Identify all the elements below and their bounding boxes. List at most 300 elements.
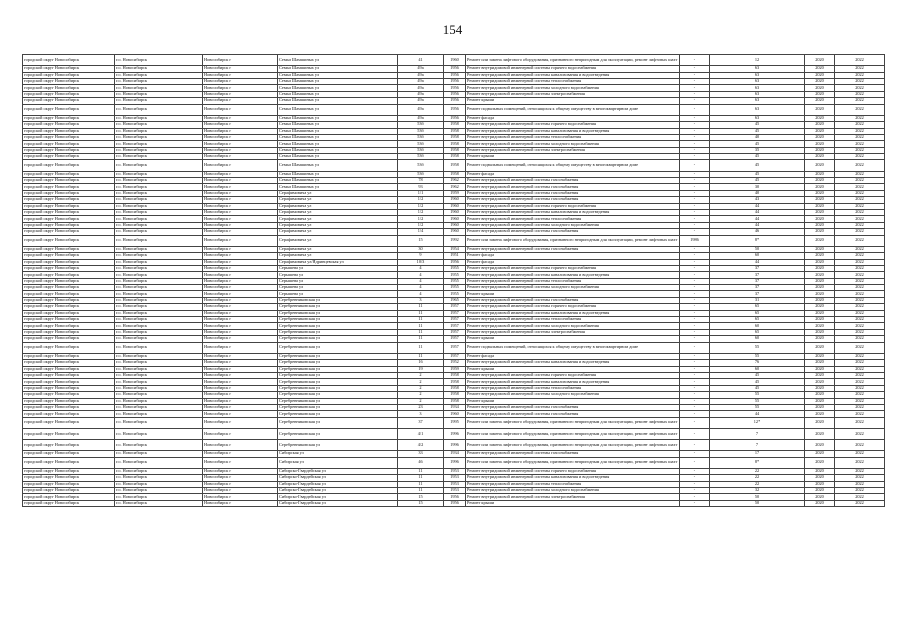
cost-cell: 8* bbox=[710, 235, 805, 246]
cost-cell: 50 bbox=[710, 500, 805, 506]
last-repair-year-cell: - bbox=[680, 222, 710, 228]
street-cell: Серебренниковская ул bbox=[278, 329, 398, 335]
period-end-cell: 2022 bbox=[835, 115, 885, 121]
cost-cell: 63 bbox=[710, 78, 805, 84]
city-district-cell: г.о. Новосибирск bbox=[115, 141, 203, 147]
locality-cell: Новосибирск г bbox=[203, 366, 278, 372]
period-start-cell: 2020 bbox=[805, 440, 835, 451]
work-type-cell: Ремонт внутридомовой инженерной системы холодного водоснабжения bbox=[466, 285, 680, 291]
build-year-cell: 1956 bbox=[444, 494, 466, 500]
period-start-cell: 2020 bbox=[805, 122, 835, 128]
municipality-cell: городской округ Новосибирск bbox=[23, 229, 115, 235]
work-type-cell: Ремонт подвальных помещений, относящихся к общему имуществу в многоквартирном доме bbox=[466, 104, 680, 115]
period-start-cell: 2020 bbox=[805, 85, 835, 91]
street-cell: Серафимовича ул bbox=[278, 216, 398, 222]
municipality-cell: городской округ Новосибирск bbox=[23, 451, 115, 457]
city-district-cell: г.о. Новосибирск bbox=[115, 147, 203, 153]
locality-cell: Новосибирск г bbox=[203, 500, 278, 506]
house-number-cell: 53б bbox=[398, 141, 444, 147]
house-number-cell: 11 bbox=[398, 475, 444, 481]
build-year-cell: 1960 bbox=[444, 209, 466, 215]
municipality-cell: городской округ Новосибирск bbox=[23, 178, 115, 184]
last-repair-year-cell: - bbox=[680, 372, 710, 378]
municipality-cell: городской округ Новосибирск bbox=[23, 72, 115, 78]
period-start-cell: 2020 bbox=[805, 323, 835, 329]
city-district-cell: г.о. Новосибирск bbox=[115, 253, 203, 259]
work-type-cell: Ремонт подвальных помещений, относящихся к общему имуществу в многоквартирном доме bbox=[466, 342, 680, 353]
street-cell: Сибирско-Гвардейская ул bbox=[278, 488, 398, 494]
locality-cell: Новосибирск г bbox=[203, 222, 278, 228]
city-district-cell: г.о. Новосибирск bbox=[115, 78, 203, 84]
street-cell: Семьи Шамшиных ул bbox=[278, 141, 398, 147]
period-start-cell: 2020 bbox=[805, 451, 835, 457]
municipality-cell: городской округ Новосибирск bbox=[23, 190, 115, 196]
street-cell: Серебренниковская ул bbox=[278, 428, 398, 439]
period-start-cell: 2020 bbox=[805, 253, 835, 259]
locality-cell: Новосибирск г bbox=[203, 317, 278, 323]
cost-cell: 35 bbox=[710, 147, 805, 153]
period-start-cell: 2020 bbox=[805, 404, 835, 410]
street-cell: Сибирско-Гвардейская ул bbox=[278, 494, 398, 500]
house-number-cell: 4 bbox=[398, 291, 444, 297]
city-district-cell: г.о. Новосибирск bbox=[115, 317, 203, 323]
period-end-cell: 2022 bbox=[835, 488, 885, 494]
period-start-cell: 2020 bbox=[805, 115, 835, 121]
municipality-cell: городской округ Новосибирск bbox=[23, 310, 115, 316]
city-district-cell: г.о. Новосибирск bbox=[115, 329, 203, 335]
locality-cell: Новосибирск г bbox=[203, 291, 278, 297]
table-row bbox=[23, 428, 885, 439]
city-district-cell: г.о. Новосибирск bbox=[115, 417, 203, 428]
last-repair-year-cell: - bbox=[680, 304, 710, 310]
house-number-cell: 4/2 bbox=[398, 440, 444, 451]
locality-cell: Новосибирск г bbox=[203, 404, 278, 410]
build-year-cell: 1954 bbox=[444, 246, 466, 252]
house-number-cell: 49а bbox=[398, 115, 444, 121]
period-end-cell: 2022 bbox=[835, 134, 885, 140]
cost-cell: 63 bbox=[710, 66, 805, 72]
last-repair-year-cell: - bbox=[680, 417, 710, 428]
work-type-cell: Ремонт фасада bbox=[466, 259, 680, 265]
build-year-cell: 1960 bbox=[444, 229, 466, 235]
locality-cell: Новосибирск г bbox=[203, 178, 278, 184]
period-end-cell: 2022 bbox=[835, 451, 885, 457]
house-number-cell: 49а bbox=[398, 85, 444, 91]
municipality-cell: городской округ Новосибирск bbox=[23, 160, 115, 171]
house-number-cell: 4 bbox=[398, 265, 444, 271]
municipality-cell: городской округ Новосибирск bbox=[23, 209, 115, 215]
period-start-cell: 2020 bbox=[805, 310, 835, 316]
locality-cell: Новосибирск г bbox=[203, 190, 278, 196]
cost-cell: 60 bbox=[710, 336, 805, 342]
period-end-cell: 2022 bbox=[835, 222, 885, 228]
cost-cell: 60 bbox=[710, 323, 805, 329]
city-district-cell: г.о. Новосибирск bbox=[115, 171, 203, 177]
work-type-cell: Ремонт фасада bbox=[466, 253, 680, 259]
period-end-cell: 2022 bbox=[835, 310, 885, 316]
work-type-cell: Ремонт внутридомовой инженерной системы газоснабжения bbox=[466, 411, 680, 417]
municipality-cell: городской округ Новосибирск bbox=[23, 216, 115, 222]
period-start-cell: 2020 bbox=[805, 190, 835, 196]
municipality-cell: городской округ Новосибирск bbox=[23, 285, 115, 291]
street-cell: Серафимовича ул bbox=[278, 197, 398, 203]
last-repair-year-cell: - bbox=[680, 342, 710, 353]
work-type-cell: Ремонт крыши bbox=[466, 366, 680, 372]
period-start-cell: 2020 bbox=[805, 304, 835, 310]
build-year-cell: 1960 bbox=[444, 55, 466, 66]
municipality-cell: городской округ Новосибирск bbox=[23, 417, 115, 428]
locality-cell: Новосибирск г bbox=[203, 329, 278, 335]
street-cell: Семьи Шамшиных ул bbox=[278, 154, 398, 160]
period-end-cell: 2022 bbox=[835, 160, 885, 171]
municipality-cell: городской округ Новосибирск bbox=[23, 203, 115, 209]
last-repair-year-cell: - bbox=[680, 147, 710, 153]
cost-cell: 63 bbox=[710, 85, 805, 91]
house-number-cell: 2 bbox=[398, 379, 444, 385]
cost-cell: 55 bbox=[710, 404, 805, 410]
work-type-cell: Ремонт крыши bbox=[466, 154, 680, 160]
locality-cell: Новосибирск г bbox=[203, 122, 278, 128]
house-number-cell: 10/3 bbox=[398, 259, 444, 265]
street-cell: Серышева ул bbox=[278, 278, 398, 284]
cost-cell: 65 bbox=[710, 317, 805, 323]
city-district-cell: г.о. Новосибирск bbox=[115, 272, 203, 278]
period-end-cell: 2022 bbox=[835, 336, 885, 342]
street-cell: Семьи Шамшиных ул bbox=[278, 72, 398, 78]
period-start-cell: 2020 bbox=[805, 317, 835, 323]
period-start-cell: 2020 bbox=[805, 216, 835, 222]
last-repair-year-cell: - bbox=[680, 360, 710, 366]
work-type-cell: Ремонт внутридомовой инженерной системы канализования и водоотведения bbox=[466, 310, 680, 316]
municipality-cell: городской округ Новосибирск bbox=[23, 494, 115, 500]
street-cell: Семьи Шамшиных ул bbox=[278, 171, 398, 177]
house-number-cell: 41 bbox=[398, 55, 444, 66]
house-number-cell: 11 bbox=[398, 310, 444, 316]
house-number-cell: 37 bbox=[398, 417, 444, 428]
municipality-cell: городской округ Новосибирск bbox=[23, 291, 115, 297]
work-type-cell: Ремонт внутридомовой инженерной системы канализования и водоотведения bbox=[466, 272, 680, 278]
municipality-cell: городской округ Новосибирск bbox=[23, 134, 115, 140]
period-start-cell: 2020 bbox=[805, 171, 835, 177]
period-end-cell: 2022 bbox=[835, 66, 885, 72]
cost-cell: 63 bbox=[710, 91, 805, 97]
municipality-cell: городской округ Новосибирск bbox=[23, 428, 115, 439]
locality-cell: Новосибирск г bbox=[203, 229, 278, 235]
municipality-cell: городской округ Новосибирск bbox=[23, 457, 115, 468]
locality-cell: Новосибирск г bbox=[203, 147, 278, 153]
street-cell: Сибирско-Гвардейская ул bbox=[278, 468, 398, 474]
work-type-cell: Ремонт внутридомовой инженерной системы горячего водоснабжения bbox=[466, 468, 680, 474]
build-year-cell: 1996 bbox=[444, 457, 466, 468]
period-start-cell: 2020 bbox=[805, 235, 835, 246]
house-number-cell: 3 bbox=[398, 297, 444, 303]
city-district-cell: г.о. Новосибирск bbox=[115, 398, 203, 404]
street-cell: Серебренниковская ул bbox=[278, 342, 398, 353]
locality-cell: Новосибирск г bbox=[203, 475, 278, 481]
street-cell: Серебренниковская ул bbox=[278, 440, 398, 451]
last-repair-year-cell: - bbox=[680, 475, 710, 481]
last-repair-year-cell: - bbox=[680, 353, 710, 359]
build-year-cell: 1953 bbox=[444, 475, 466, 481]
city-district-cell: г.о. Новосибирск bbox=[115, 246, 203, 252]
work-type-cell: Ремонт внутридомовой инженерной системы холодного водоснабжения bbox=[466, 392, 680, 398]
city-district-cell: г.о. Новосибирск bbox=[115, 184, 203, 190]
period-end-cell: 2022 bbox=[835, 417, 885, 428]
municipality-cell: городской округ Новосибирск bbox=[23, 85, 115, 91]
work-type-cell: Ремонт внутридомовой инженерной системы теплоснабжения bbox=[466, 317, 680, 323]
last-repair-year-cell: - bbox=[680, 246, 710, 252]
locality-cell: Новосибирск г bbox=[203, 66, 278, 72]
build-year-cell: 1958 bbox=[444, 128, 466, 134]
period-end-cell: 2022 bbox=[835, 297, 885, 303]
work-type-cell: Ремонт внутридомовой инженерной системы газоснабжения bbox=[466, 246, 680, 252]
period-end-cell: 2022 bbox=[835, 342, 885, 353]
period-start-cell: 2020 bbox=[805, 178, 835, 184]
locality-cell: Новосибирск г bbox=[203, 428, 278, 439]
locality-cell: Новосибирск г bbox=[203, 98, 278, 104]
house-number-cell: 49а bbox=[398, 78, 444, 84]
build-year-cell: 1958 bbox=[444, 392, 466, 398]
cost-cell: 37 bbox=[710, 272, 805, 278]
house-number-cell: 15 bbox=[398, 500, 444, 506]
period-start-cell: 2020 bbox=[805, 468, 835, 474]
period-end-cell: 2022 bbox=[835, 494, 885, 500]
period-end-cell: 2022 bbox=[835, 304, 885, 310]
period-end-cell: 2022 bbox=[835, 285, 885, 291]
house-number-cell: 49а bbox=[398, 91, 444, 97]
period-end-cell: 2022 bbox=[835, 98, 885, 104]
municipality-cell: городской округ Новосибирск bbox=[23, 385, 115, 391]
period-start-cell: 2020 bbox=[805, 184, 835, 190]
municipality-cell: городской округ Новосибирск bbox=[23, 342, 115, 353]
locality-cell: Новосибирск г bbox=[203, 115, 278, 121]
street-cell: Серафимовича ул bbox=[278, 235, 398, 246]
work-type-cell: Ремонт подвальных помещений, относящихся к общему имуществу в многоквартирном доме bbox=[466, 160, 680, 171]
table-row bbox=[23, 417, 885, 428]
city-district-cell: г.о. Новосибирск bbox=[115, 372, 203, 378]
municipality-cell: городской округ Новосибирск bbox=[23, 253, 115, 259]
street-cell: Серебренниковская ул bbox=[278, 360, 398, 366]
city-district-cell: г.о. Новосибирск bbox=[115, 404, 203, 410]
municipality-cell: городской округ Новосибирск bbox=[23, 411, 115, 417]
cost-cell: 50 bbox=[710, 494, 805, 500]
street-cell: Серебренниковская ул bbox=[278, 297, 398, 303]
period-end-cell: 2022 bbox=[835, 253, 885, 259]
city-district-cell: г.о. Новосибирск bbox=[115, 411, 203, 417]
municipality-cell: городской округ Новосибирск bbox=[23, 475, 115, 481]
period-start-cell: 2020 bbox=[805, 147, 835, 153]
city-district-cell: г.о. Новосибирск bbox=[115, 66, 203, 72]
build-year-cell: 1958 bbox=[444, 171, 466, 177]
period-end-cell: 2022 bbox=[835, 385, 885, 391]
street-cell: Семьи Шамшиных ул bbox=[278, 147, 398, 153]
street-cell: Сибирско-Гвардейская ул bbox=[278, 481, 398, 487]
locality-cell: Новосибирск г bbox=[203, 353, 278, 359]
build-year-cell: 1934 bbox=[444, 451, 466, 457]
city-district-cell: г.о. Новосибирск bbox=[115, 72, 203, 78]
street-cell: Сибирско-Гвардейская ул bbox=[278, 475, 398, 481]
last-repair-year-cell: - bbox=[680, 154, 710, 160]
build-year-cell: 1958 bbox=[444, 154, 466, 160]
municipality-cell: городской округ Новосибирск bbox=[23, 78, 115, 84]
build-year-cell: 1960 bbox=[444, 216, 466, 222]
locality-cell: Новосибирск г bbox=[203, 457, 278, 468]
period-end-cell: 2022 bbox=[835, 203, 885, 209]
period-end-cell: 2022 bbox=[835, 229, 885, 235]
last-repair-year-cell: - bbox=[680, 488, 710, 494]
build-year-cell: 1951 bbox=[444, 253, 466, 259]
street-cell: Серафимовича ул bbox=[278, 253, 398, 259]
work-type-cell: Ремонт внутридомовой инженерной системы газоснабжения bbox=[466, 190, 680, 196]
period-start-cell: 2020 bbox=[805, 246, 835, 252]
city-district-cell: г.о. Новосибирск bbox=[115, 342, 203, 353]
cost-cell: 22 bbox=[710, 475, 805, 481]
locality-cell: Новосибирск г bbox=[203, 392, 278, 398]
period-start-cell: 2020 bbox=[805, 428, 835, 439]
city-district-cell: г.о. Новосибирск bbox=[115, 475, 203, 481]
house-number-cell: 11 bbox=[398, 488, 444, 494]
municipality-cell: городской округ Новосибирск bbox=[23, 440, 115, 451]
last-repair-year-cell: - bbox=[680, 171, 710, 177]
municipality-cell: городской округ Новосибирск bbox=[23, 122, 115, 128]
work-type-cell: Ремонт фасада bbox=[466, 115, 680, 121]
locality-cell: Новосибирск г bbox=[203, 278, 278, 284]
period-start-cell: 2020 bbox=[805, 392, 835, 398]
city-district-cell: г.о. Новосибирск bbox=[115, 216, 203, 222]
cost-cell: 45 bbox=[710, 385, 805, 391]
build-year-cell: 1952 bbox=[444, 360, 466, 366]
table-row bbox=[23, 235, 885, 246]
period-start-cell: 2020 bbox=[805, 488, 835, 494]
table-body bbox=[23, 55, 885, 507]
municipality-cell: городской округ Новосибирск bbox=[23, 353, 115, 359]
period-end-cell: 2022 bbox=[835, 475, 885, 481]
street-cell: Серафимовича ул bbox=[278, 229, 398, 235]
build-year-cell: 1958 bbox=[444, 398, 466, 404]
build-year-cell: 1957 bbox=[444, 317, 466, 323]
cost-cell: 55 bbox=[710, 342, 805, 353]
house-number-cell: 53б bbox=[398, 122, 444, 128]
period-end-cell: 2022 bbox=[835, 72, 885, 78]
house-number-cell: 16 bbox=[398, 360, 444, 366]
work-type-cell: Ремонт внутридомовой инженерной системы холодного водоснабжения bbox=[466, 323, 680, 329]
last-repair-year-cell: - bbox=[680, 104, 710, 115]
last-repair-year-cell: - bbox=[680, 291, 710, 297]
locality-cell: Новосибирск г bbox=[203, 253, 278, 259]
work-type-cell: Ремонт внутридомовой инженерной системы электроснабжения bbox=[466, 329, 680, 335]
locality-cell: Новосибирск г bbox=[203, 297, 278, 303]
street-cell: Серебренниковская ул bbox=[278, 353, 398, 359]
period-end-cell: 2022 bbox=[835, 85, 885, 91]
table-row bbox=[23, 457, 885, 468]
house-number-cell: 53б bbox=[398, 160, 444, 171]
street-cell: Семьи Шамшиных ул bbox=[278, 55, 398, 66]
cost-cell: 45 bbox=[710, 178, 805, 184]
city-district-cell: г.о. Новосибирск bbox=[115, 235, 203, 246]
locality-cell: Новосибирск г bbox=[203, 128, 278, 134]
last-repair-year-cell: - bbox=[680, 184, 710, 190]
street-cell: Серафимовича ул bbox=[278, 222, 398, 228]
build-year-cell: 1956 bbox=[444, 91, 466, 97]
street-cell: Семьи Шамшиных ул bbox=[278, 128, 398, 134]
locality-cell: Новосибирск г bbox=[203, 272, 278, 278]
city-district-cell: г.о. Новосибирск bbox=[115, 457, 203, 468]
street-cell: Семьи Шамшиных ул bbox=[278, 98, 398, 104]
period-end-cell: 2022 bbox=[835, 197, 885, 203]
street-cell: Серебренниковская ул bbox=[278, 379, 398, 385]
house-number-cell: 93 bbox=[398, 184, 444, 190]
city-district-cell: г.о. Новосибирск bbox=[115, 115, 203, 121]
table-row bbox=[23, 104, 885, 115]
locality-cell: Новосибирск г bbox=[203, 310, 278, 316]
house-number-cell: 11 bbox=[398, 336, 444, 342]
last-repair-year-cell: - bbox=[680, 209, 710, 215]
table-row bbox=[23, 342, 885, 353]
last-repair-year-cell: - bbox=[680, 78, 710, 84]
last-repair-year-cell: - bbox=[680, 66, 710, 72]
period-start-cell: 2020 bbox=[805, 272, 835, 278]
work-type-cell: Ремонт или замена лифтового оборудования, признанного непригодным для эксплуатации, ремонт лифтовых шахт bbox=[466, 55, 680, 66]
city-district-cell: г.о. Новосибирск bbox=[115, 285, 203, 291]
city-district-cell: г.о. Новосибирск bbox=[115, 323, 203, 329]
build-year-cell: 1953 bbox=[444, 488, 466, 494]
build-year-cell: 1956 bbox=[444, 115, 466, 121]
work-type-cell: Ремонт внутридомовой инженерной системы теплоснабжения bbox=[466, 385, 680, 391]
cost-cell: 60 bbox=[710, 366, 805, 372]
work-type-cell: Ремонт или замена лифтового оборудования, признанного непригодным для эксплуатации, ремонт лифтовых шахт bbox=[466, 428, 680, 439]
municipality-cell: городской округ Новосибирск bbox=[23, 336, 115, 342]
house-number-cell: 23 bbox=[398, 404, 444, 410]
municipality-cell: городской округ Новосибирск bbox=[23, 297, 115, 303]
period-start-cell: 2020 bbox=[805, 203, 835, 209]
period-start-cell: 2020 bbox=[805, 104, 835, 115]
municipality-cell: городской округ Новосибирск bbox=[23, 379, 115, 385]
street-cell: Семьи Шамшиных ул bbox=[278, 184, 398, 190]
period-end-cell: 2022 bbox=[835, 184, 885, 190]
last-repair-year-cell: - bbox=[680, 500, 710, 506]
cost-cell: 63 bbox=[710, 72, 805, 78]
build-year-cell: 1957 bbox=[444, 353, 466, 359]
last-repair-year-cell: - bbox=[680, 379, 710, 385]
build-year-cell: 1958 bbox=[444, 134, 466, 140]
period-end-cell: 2022 bbox=[835, 178, 885, 184]
cost-cell: 8* bbox=[710, 457, 805, 468]
build-year-cell: 1956 bbox=[444, 104, 466, 115]
last-repair-year-cell: - bbox=[680, 297, 710, 303]
city-district-cell: г.о. Новосибирск bbox=[115, 91, 203, 97]
period-start-cell: 2020 bbox=[805, 291, 835, 297]
period-start-cell: 2020 bbox=[805, 128, 835, 134]
house-number-cell: 2 bbox=[398, 372, 444, 378]
cost-cell: 43 bbox=[710, 197, 805, 203]
period-end-cell: 2022 bbox=[835, 91, 885, 97]
period-start-cell: 2020 bbox=[805, 55, 835, 66]
build-year-cell: 1958 bbox=[444, 160, 466, 171]
house-number-cell: 49а bbox=[398, 72, 444, 78]
locality-cell: Новосибирск г bbox=[203, 265, 278, 271]
street-cell: Серафимовича ул bbox=[278, 209, 398, 215]
street-cell: Семьи Шамшиных ул bbox=[278, 122, 398, 128]
period-start-cell: 2020 bbox=[805, 154, 835, 160]
work-type-cell: Ремонт внутридомовой инженерной системы холодного водоснабжения bbox=[466, 488, 680, 494]
municipality-cell: городской округ Новосибирск bbox=[23, 329, 115, 335]
municipality-cell: городской округ Новосибирск bbox=[23, 147, 115, 153]
municipality-cell: городской округ Новосибирск bbox=[23, 272, 115, 278]
city-district-cell: г.о. Новосибирск bbox=[115, 310, 203, 316]
build-year-cell: 1962 bbox=[444, 184, 466, 190]
locality-cell: Новосибирск г bbox=[203, 372, 278, 378]
municipality-cell: городской округ Новосибирск bbox=[23, 265, 115, 271]
